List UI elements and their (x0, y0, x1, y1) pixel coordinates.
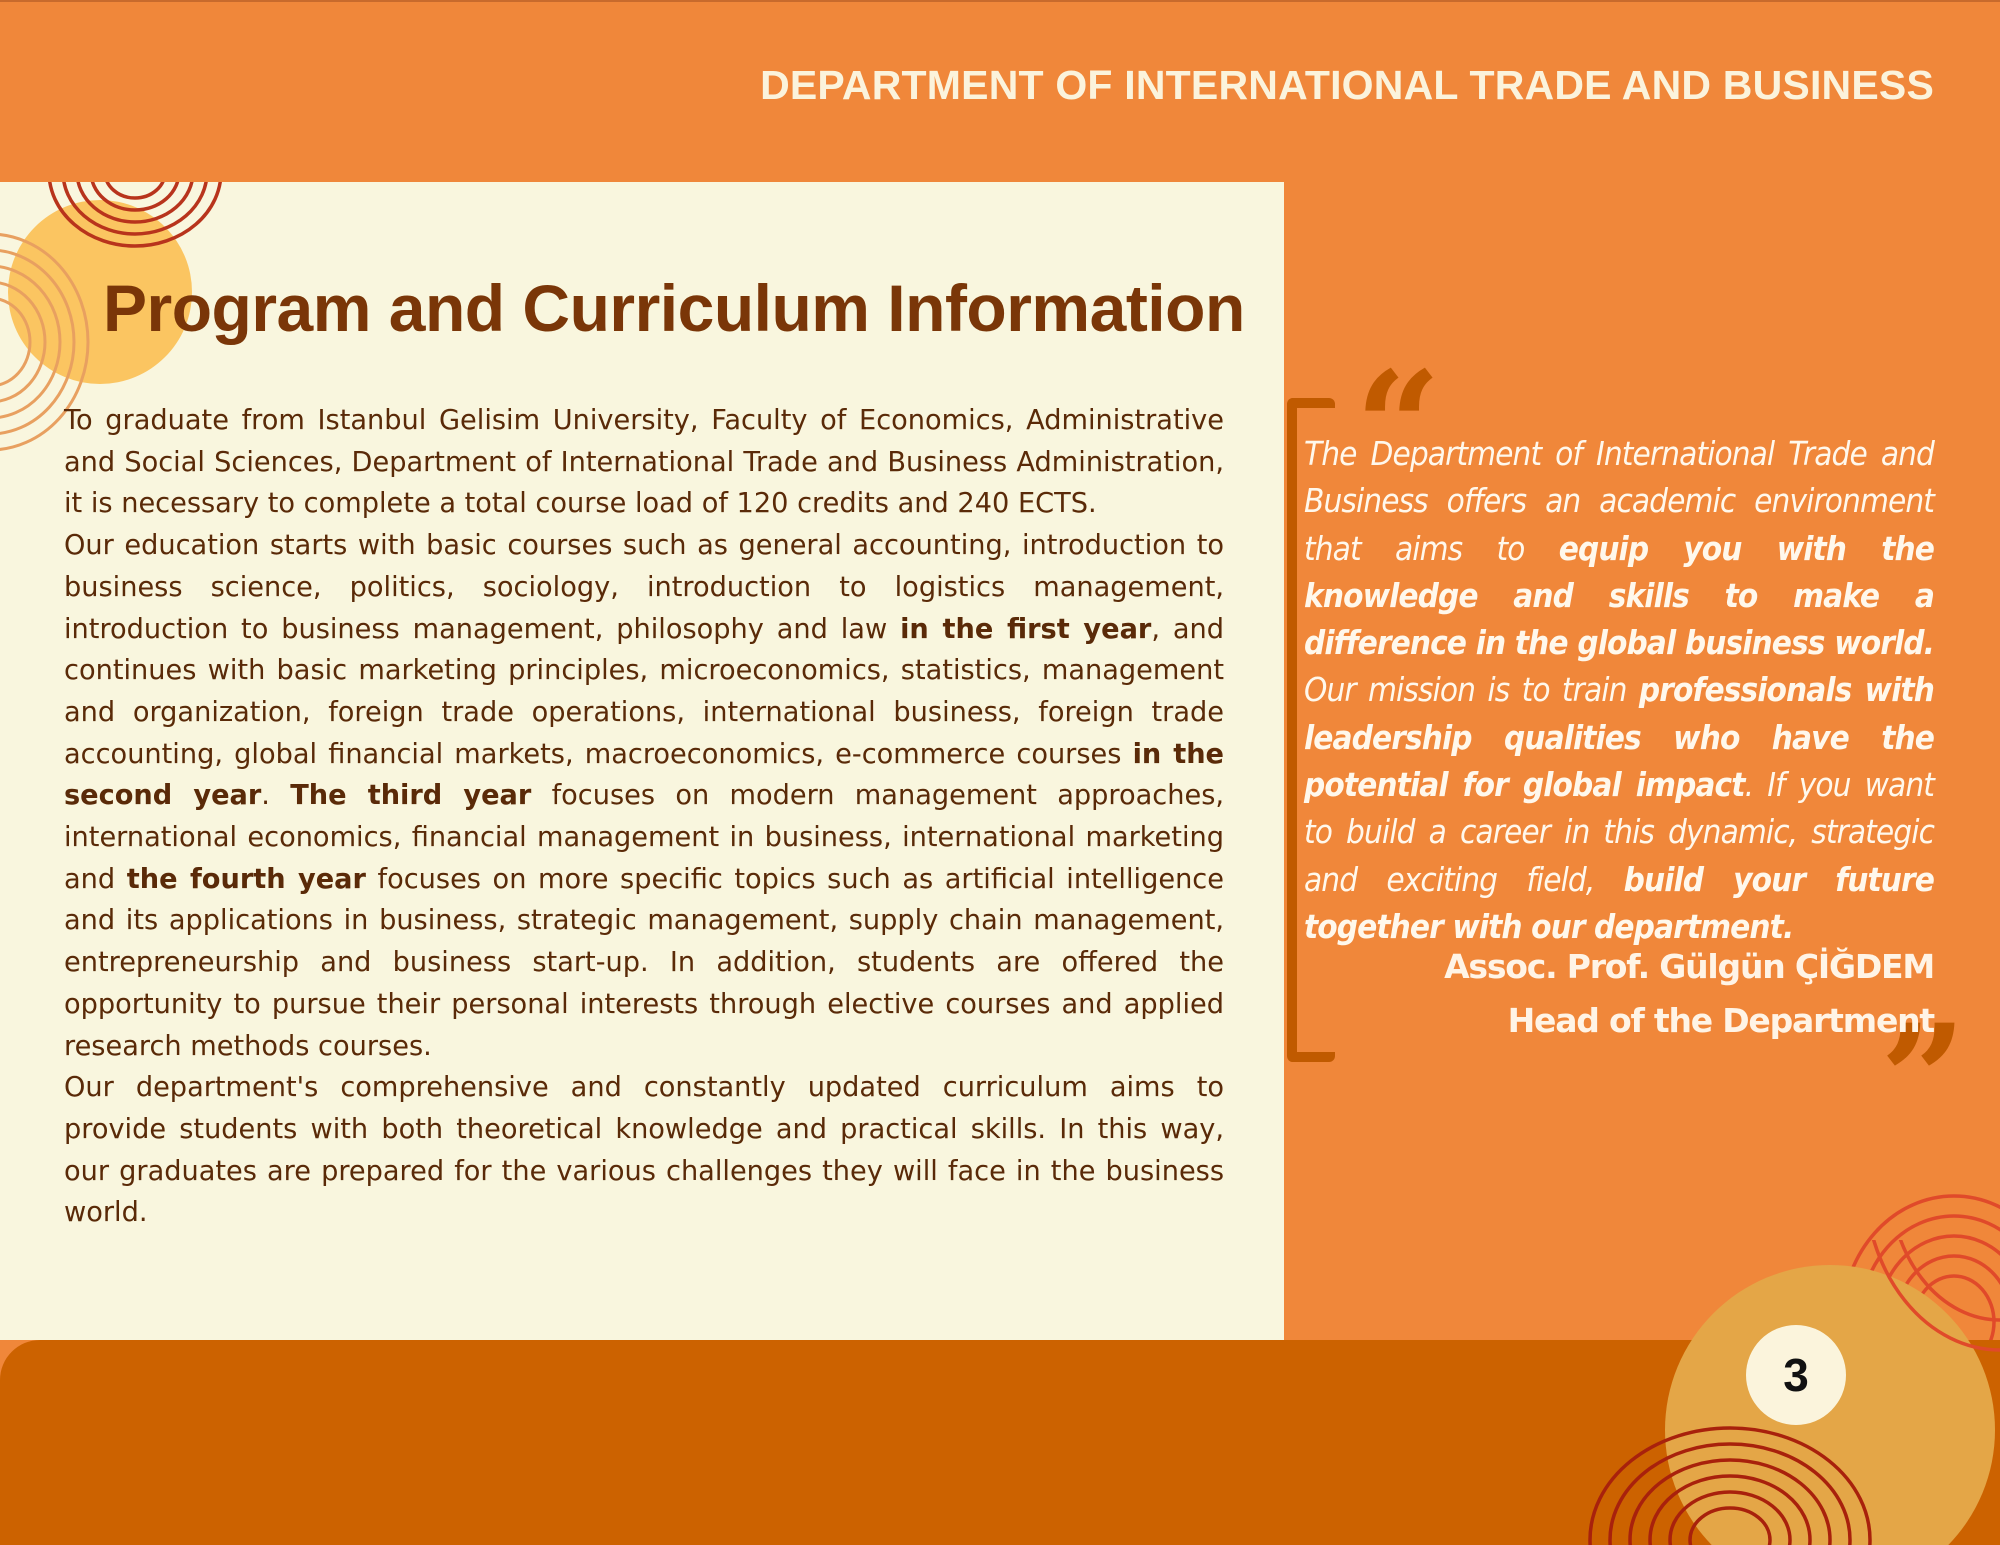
page-number: 3 (1746, 1325, 1846, 1425)
department-title: DEPARTMENT OF INTERNATIONAL TRADE AND BUSINESS (760, 62, 1934, 108)
header-bar (0, 0, 2000, 182)
paragraph-graduation: To graduate from Istanbul Gelisim University, Faculty of Economics, Administrative and Social Sciences, Department of International Trade and Business Administration, it is necessary to complete a total course load of 120 credits and 240 ECTS. (64, 405, 1224, 520)
department-quote: The Department of International Trade and Business offers an academic environment that aims to equip you with the knowledge and skills to make a difference in the global business world. Our mission is to train professionals with leadership qualities who have the potential for global impact. If you want to build a career in this dynamic, strategic and exciting field, build your future together with our department. (1304, 434, 1935, 946)
close-quote-icon: ” (1880, 992, 1967, 1168)
open-quote-icon: “ (1355, 339, 1442, 515)
quote-signature (1444, 940, 1934, 1048)
body-text (64, 400, 1224, 1234)
section-title: Program and Curriculum Information (103, 271, 1245, 345)
paragraph-curriculum: Our education starts with basic courses such as general accounting, introduction to business science, politics, sociology, introduction to logistics management, introduction to business management, philosophy and law in the first year, and continues with basic marketing principles, microeconomics, statistics, management and organization, foreign trade operations, international business, foreign trade accounting, global financial markets, macroeconomics, e-commerce courses in the second year. The third year focuses on modern management approaches, international economics, financial management in business, international marketing and the fourth year focuses on more specific topics such as artificial intelligence and its applications in business, strategic management, supply chain management, entrepreneurship and business start-up. In addition, students are offered the opportunity to pursue their personal interests through elective courses and applied research methods courses. (64, 530, 1224, 1062)
paragraph-summary: Our department's comprehensive and constantly updated curriculum aims to provide students with both theoretical knowledge and practical skills. In this way, our graduates are prepared for the various challenges they will face in the business world. (64, 1072, 1224, 1229)
author-role: Head of the Department (1507, 1001, 1934, 1040)
author-name: Assoc. Prof. Gülgün ÇİĞDEM (1444, 947, 1934, 986)
